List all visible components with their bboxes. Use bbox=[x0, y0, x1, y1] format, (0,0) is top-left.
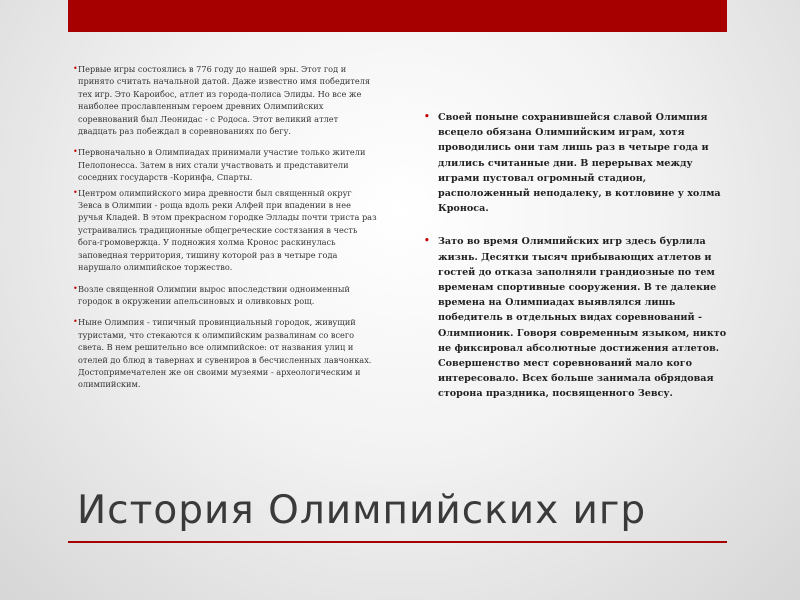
bullet-icon: • bbox=[424, 236, 430, 247]
bullet-icon: • bbox=[73, 64, 78, 73]
bullet-icon: • bbox=[73, 317, 78, 327]
left-paragraph-4: • Возле священной Олимпии вырос впоследствии одноименный городок в окружении апельсиновых и оливковых рощ. bbox=[73, 283, 350, 306]
right-text-column bbox=[424, 110, 728, 420]
left-paragraph-3: • Центром олимпийского мира древности был священный округ Зевса в Олимпии - роща вдоль реки Алфей при впадении в нее ручья Кладей. В этом прекрасном городке Эллады почти триста раз устраивались традиционные общегреческие состязания в честь бога-громовержца. У подножия холма Кронос раскинулась заповедная территория, тишину которой раз в четыре года нарушало олимпийское торжество. bbox=[73, 187, 377, 273]
right-paragraph-1: • Своей поныне сохранившейся славой Олимпия всецело обязана Олимпийским играм, хотя проводились они там лишь раз в четыре года и длились считанные дни. В перерывах между играми пустовал огромный стадион, расположенный неподалеку, в котловине у холма Кроноса. bbox=[424, 112, 721, 215]
bullet-icon: • bbox=[73, 147, 78, 157]
left-text-column bbox=[73, 63, 378, 400]
left-paragraph-5: • Ныне Олимпия - типичный провинциальный городок, живущий туристами, что стекаются к олимпийским развалинам со всего света. В нем решительно все олимпийское: от названия улиц и отелей до блюд в тавернах и сувениров в бесчисленных лавчонках. Достопримечателен же он своими музеями - археологическим и олимпийским. bbox=[73, 317, 372, 390]
right-paragraph-2: • Зато во время Олимпийских игр здесь бурлила жизнь. Десятки тысяч прибывающих атлетов и гостей до отказа заполняли грандиозные по тем временам спортивные сооружения. В те далекие времена на Олимпиадах выявлялся лишь победитель в отдельных видах соревнований - Олимпионик. Говоря современным языком, никто не фиксировал абсолютные достижения атлетов. Совершенство мест соревнований мало кого интересовало. Всех больше занимала обрядовая сторона праздника, посвященного Зевсу. bbox=[424, 236, 727, 400]
left-paragraph-2: • Первоначально в Олимпиадах принимали участие только жители Пелопонесса. Затем в них стали участвовать и представители соседних государств -Коринфа, Спарты. bbox=[73, 147, 366, 183]
bullet-icon: • bbox=[73, 187, 78, 197]
slide-title: История Олимпийских игр bbox=[77, 488, 647, 533]
title-underline bbox=[68, 541, 727, 543]
top-accent-bar bbox=[68, 0, 727, 32]
bullet-icon: • bbox=[424, 112, 430, 122]
left-paragraph-1: • Первые игры состоялись в 776 году до нашей эры. Этот год и принято считать начальной датой. Даже известно имя победителя тех игр. Это Кароибос, атлет из города-полиса Элиды. Но все же наиболее прославленным героем древних Олимпийских соревнований был Леонидас - с Родоса. Этот великий атлет двадцать раз побеждал в соревнованиях по бегу. bbox=[73, 64, 371, 137]
bullet-icon: • bbox=[73, 283, 78, 293]
